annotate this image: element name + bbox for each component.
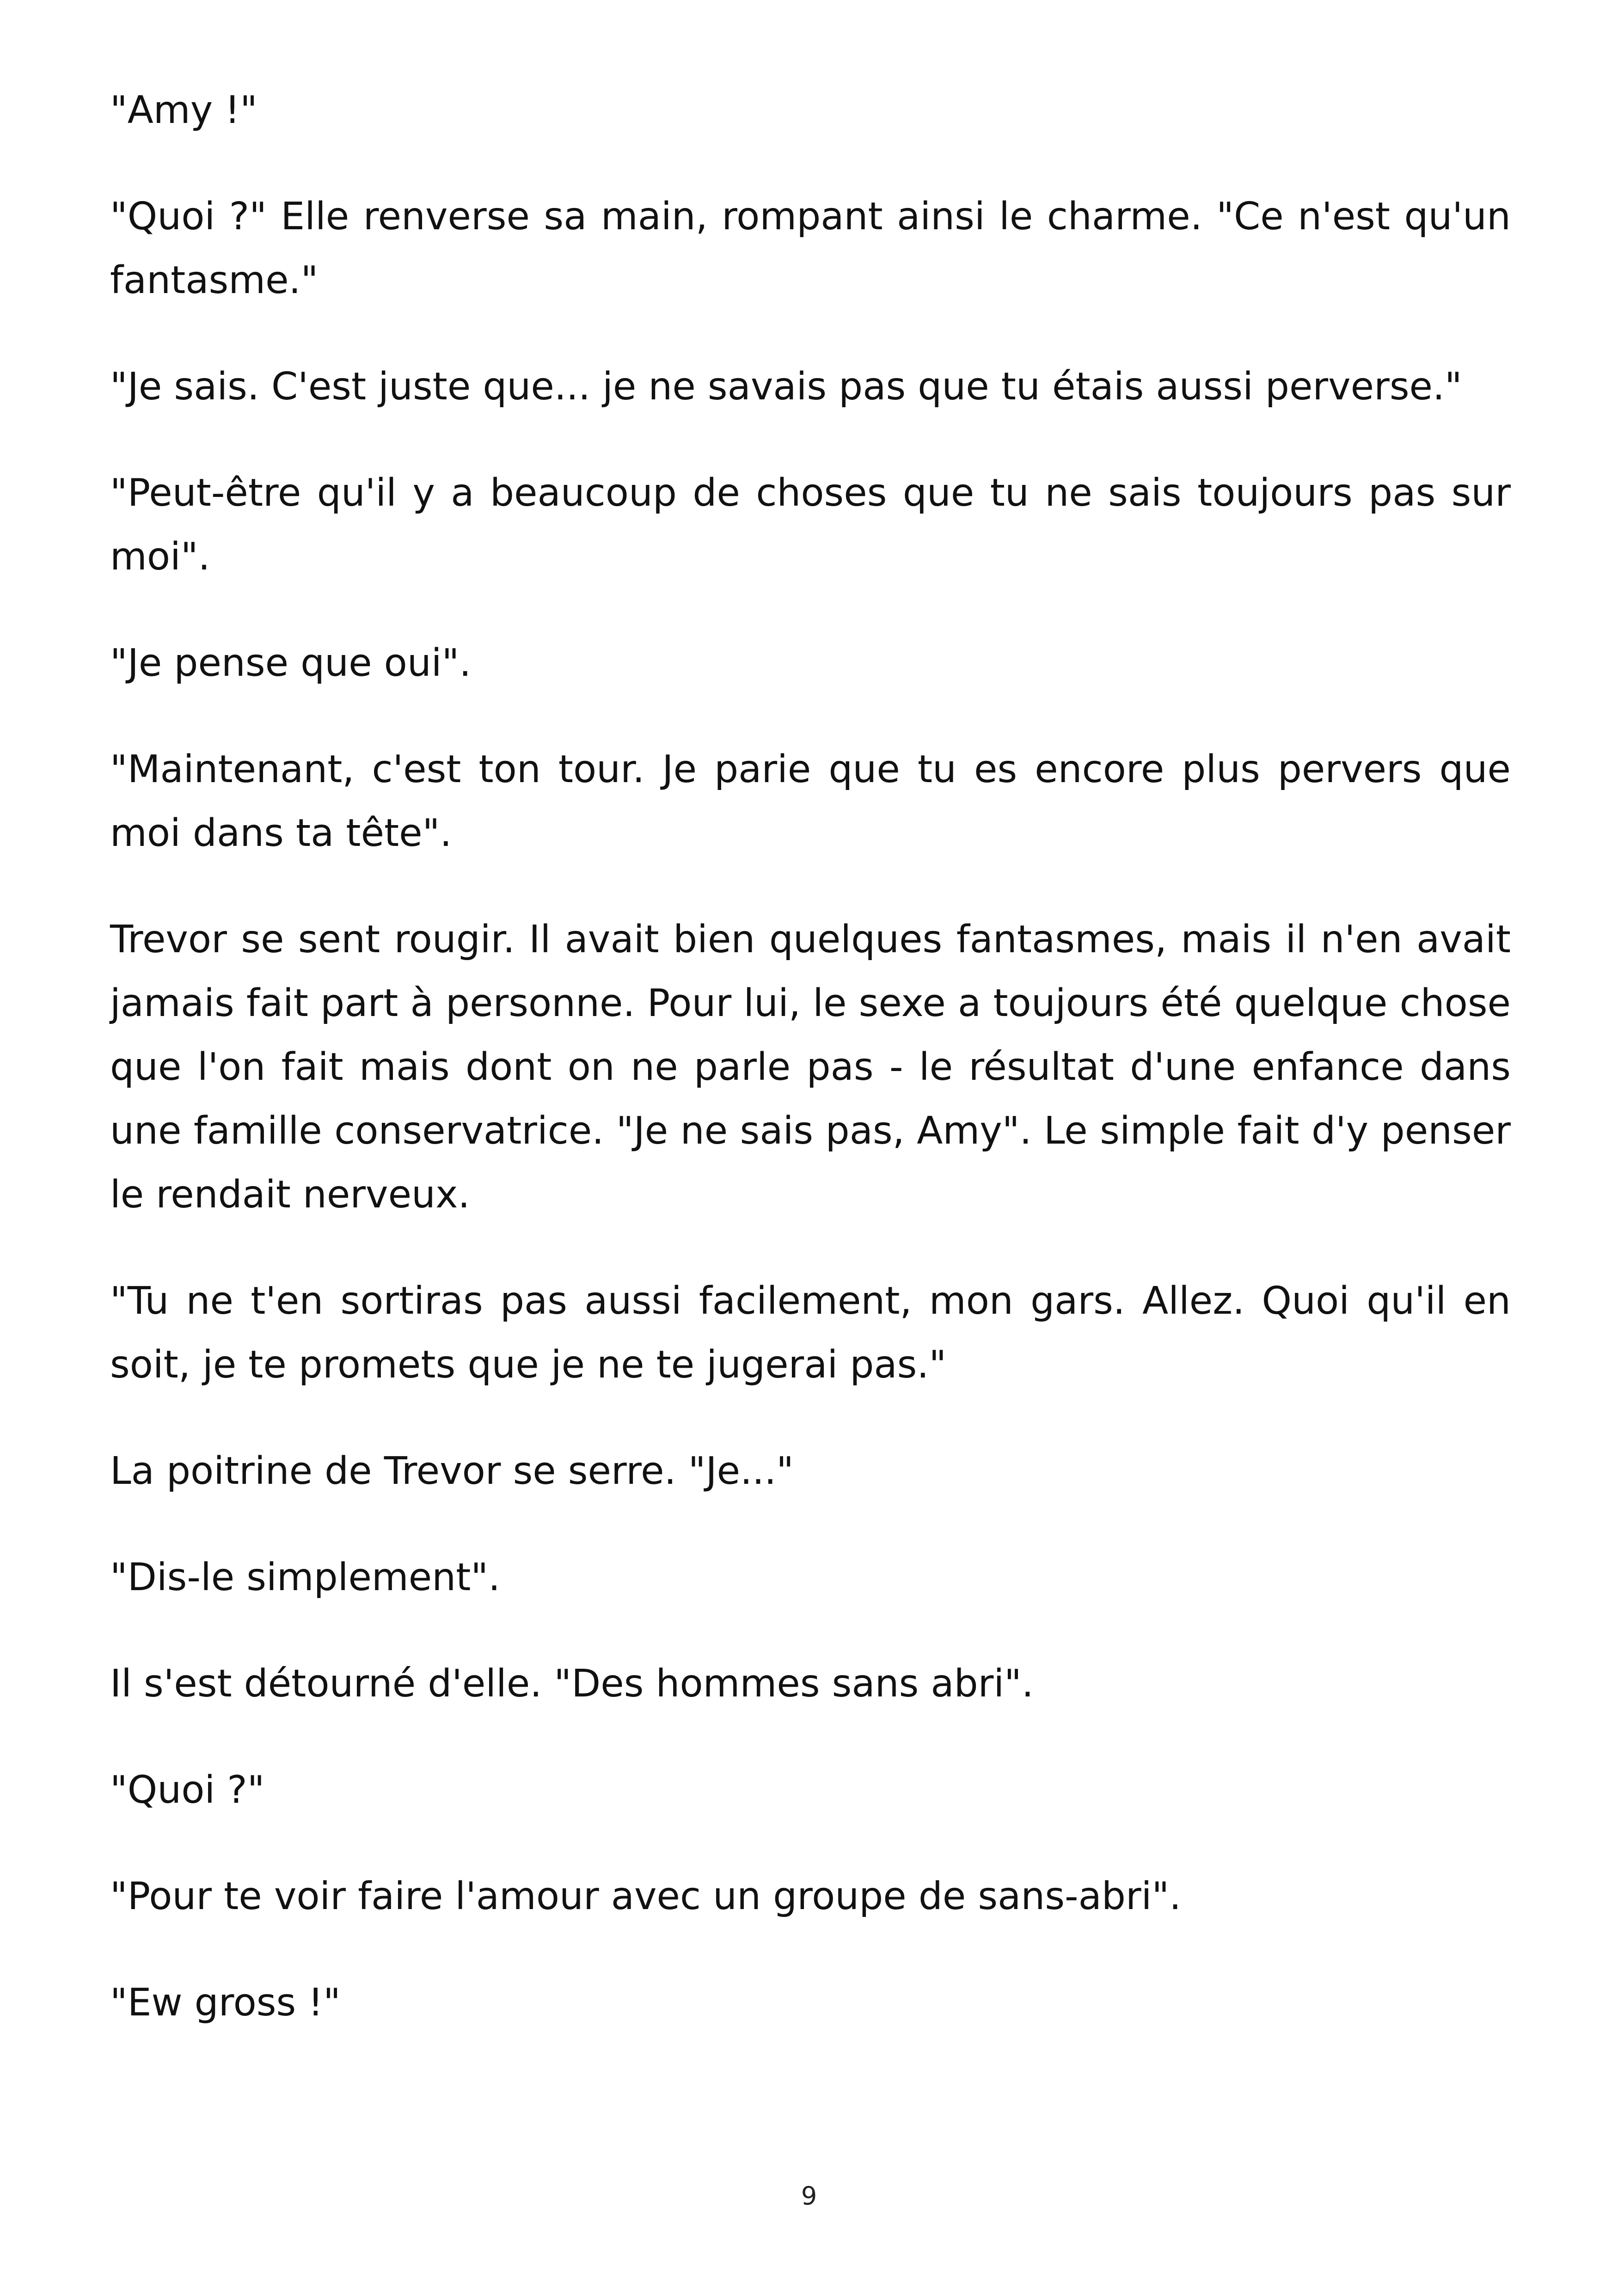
paragraph: "Amy !" [110, 88, 257, 132]
page-number: 9 [801, 2181, 817, 2210]
paragraph: "Tu ne t'en sortiras pas aussi facilement, mon gars. Allez. Quoi qu'il en soit, je te promets que je ne te jugerai pas." [110, 1279, 1511, 1387]
paragraph: "Ew gross !" [110, 1981, 341, 2025]
paragraph: "Pour te voir faire l'amour avec un groupe de sans-abri". [110, 1874, 1182, 1918]
paragraph: "Quoi ?" Elle renverse sa main, rompant ainsi le charme. "Ce n'est qu'un fantasme." [110, 195, 1511, 302]
paragraph: Il s'est détourné d'elle. "Des hommes sans abri". [110, 1662, 1034, 1706]
paragraph: "Dis-le simplement". [110, 1555, 501, 1599]
body-text [110, 79, 1511, 2077]
paragraph: "Peut-être qu'il y a beaucoup de choses que tu ne sais toujours pas sur moi". [110, 471, 1511, 579]
paragraph: "Quoi ?" [110, 1768, 265, 1812]
paragraph: "Maintenant, c'est ton tour. Je parie que tu es encore plus pervers que moi dans ta tête". [110, 747, 1511, 855]
paragraph: Trevor se sent rougir. Il avait bien quelques fantasmes, mais il n'en avait jamais fait part à personne. Pour lui, le sexe a toujours été quelque chose que l'on fait mais dont on ne parle pas - le résultat d'une enfance dans une famille conservatrice. "Je ne sais pas, Amy". Le simple fait d'y penser le rendait nerveux. [110, 918, 1511, 1217]
paragraph: La poitrine de Trevor se serre. "Je..." [110, 1449, 794, 1493]
paragraph: "Je pense que oui". [110, 641, 472, 685]
paragraph: "Je sais. C'est juste que... je ne savais pas que tu étais aussi perverse." [110, 365, 1462, 409]
